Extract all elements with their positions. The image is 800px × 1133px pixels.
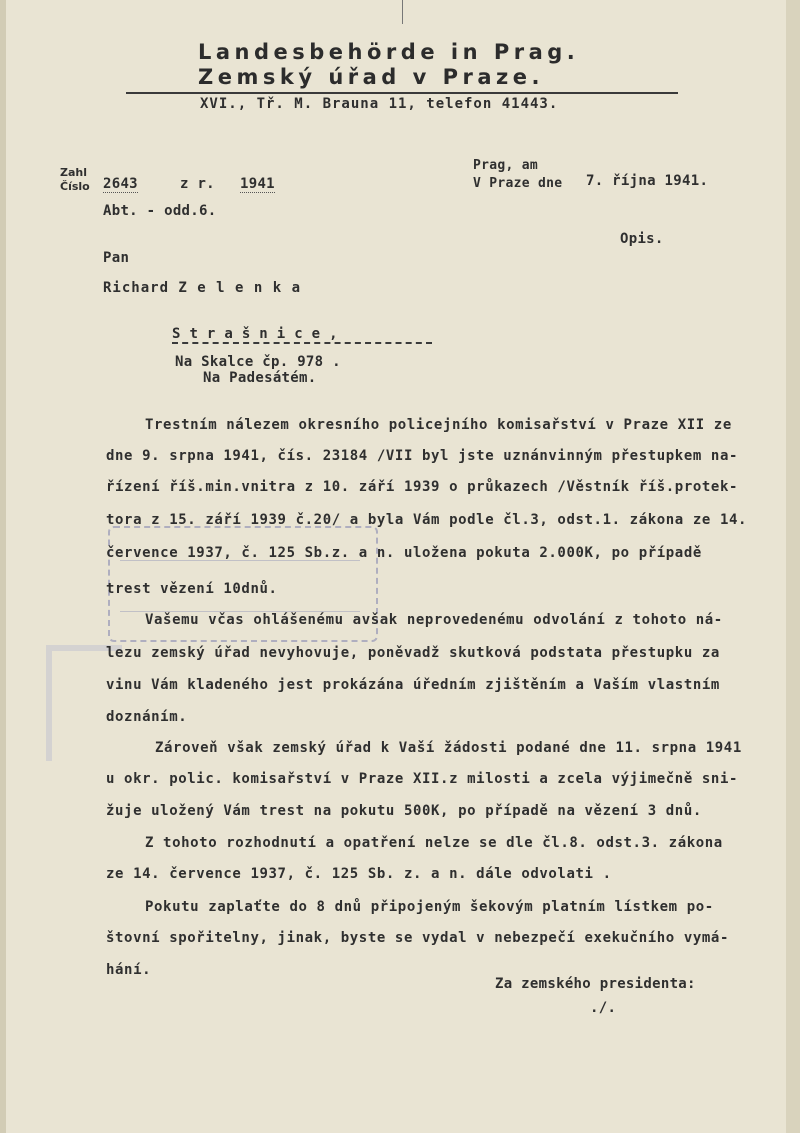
cislo-label: Číslo	[60, 180, 90, 193]
header-address: XVI., Tř. M. Brauna 11, telefon 41443.	[200, 96, 559, 112]
body-line: hání.	[106, 962, 152, 978]
reference-year: 1941	[240, 176, 275, 192]
body-line: trest vězení 10dnů.	[106, 581, 278, 597]
fold-mark	[402, 0, 403, 24]
body-line: doznáním.	[106, 709, 188, 725]
body-line: žuje uložený Vám trest na pokutu 500K, po případě na vězení 3 dnů.	[106, 803, 702, 819]
prag-am-label: Prag, am	[473, 158, 539, 173]
addressee-salutation: Pan	[103, 250, 130, 266]
addressee-town: S t r a š n i c e ,	[172, 326, 432, 344]
reference-number: 2643	[103, 176, 138, 192]
body-line: řízení říš.min.vnitra z 10. září 1939 o průkazech /Věstník říš.protek-	[106, 479, 739, 495]
body-line: lezu zemský úřad nevyhovuje, poněvadž skutková podstata přestupku za	[106, 645, 720, 661]
paper-right-edge	[786, 0, 800, 1133]
body-line: u okr. polic. komisařství v Praze XII.z milosti a zcela výjimečně sni-	[106, 771, 739, 787]
body-line: Z tohoto rozhodnutí a opatření nelze se dle čl.8. odst.3. zákona	[145, 835, 723, 851]
body-line: Vašemu včas ohlášenému avšak neprovedenému odvolání z tohoto ná-	[145, 612, 723, 628]
header-german: Landesbehörde in Prag.	[198, 40, 580, 64]
header-czech: Zemský úřad v Praze.	[198, 65, 544, 89]
body-line: vinu Vám kladeného jest prokázána úředním zjištěním a Vaším vlastním	[106, 677, 720, 693]
header-rule	[126, 92, 678, 94]
copy-label: Opis.	[620, 231, 664, 247]
signature-line: Za zemského presidenta:	[495, 976, 696, 992]
faded-stamp-mark	[46, 645, 122, 761]
paper-left-edge	[0, 0, 6, 1133]
body-line: července 1937, č. 125 Sb.z. a n. uložena pokuta 2.000K, po případě	[106, 545, 702, 561]
addressee-area: Na Padesátém.	[203, 370, 317, 386]
signature-mark: ./.	[590, 1000, 617, 1016]
document-date: 7. října 1941.	[586, 173, 709, 189]
v-praze-dne-label: V Praze dne	[473, 176, 563, 191]
body-line: Pokutu zaplaťte do 8 dnů připojeným šekovým platním lístkem po-	[145, 899, 714, 915]
addressee-name: Richard Z e l e n k a	[103, 280, 302, 296]
body-line: tora z 15. září 1939 č.20/ a byla Vám podle čl.3, odst.1. zákona ze 14.	[106, 512, 748, 528]
zahl-label: Zahl	[60, 166, 88, 179]
reference-z-r: z r.	[180, 176, 215, 192]
addressee-street: Na Skalce čp. 978 .	[175, 354, 341, 370]
body-line: dne 9. srpna 1941, čís. 23184 /VII byl jste uznánvinným přestupkem na-	[106, 448, 739, 464]
body-line: štovní spořitelny, jinak, byste se vydal v nebezpečí exekučního vymá-	[106, 930, 729, 946]
body-line: ze 14. července 1937, č. 125 Sb. z. a n. dále odvolati .	[106, 866, 612, 882]
department: Abt. - odd.6.	[103, 203, 217, 219]
body-line: Trestním nálezem okresního policejního komisařství v Praze XII ze	[145, 417, 732, 433]
body-line: Zároveň však zemský úřad k Vaší žádosti podané dne 11. srpna 1941	[155, 740, 742, 756]
